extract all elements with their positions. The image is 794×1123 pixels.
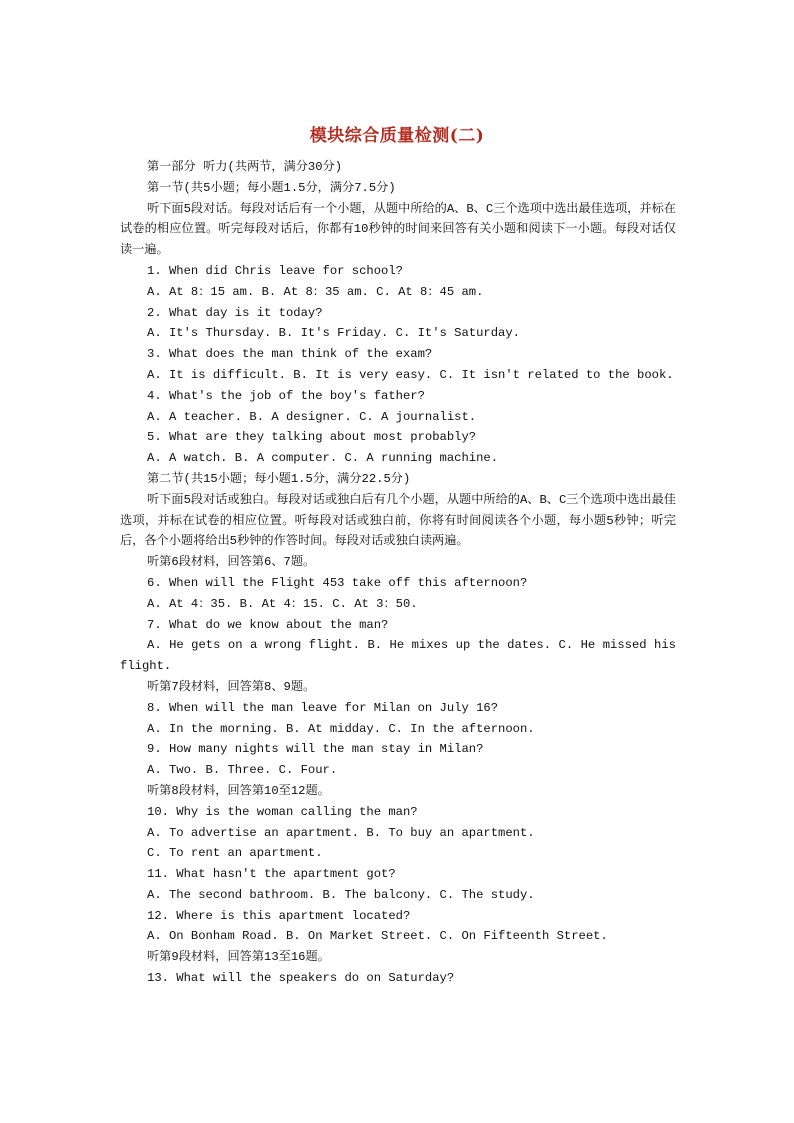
answer-options: A. At 4：35. B. At 4：15. C. At 3：50. — [147, 596, 418, 611]
question-text: 4. What's the job of the boy's father? — [147, 388, 425, 403]
section-instructions: 听下面5段对话或独白。每段对话或独白后有几个小题，从题中所给的A、B、C三个选项中选出最佳选项，并标在试卷的相应位置。听每段对话或独白前，你将有时间阅读各个小题，每小题5秒钟；听完后，各个小题将给出5秒钟的作答时间。每段对话或独白读两遍。 — [120, 492, 676, 549]
answer-options: A. The second bathroom. B. The balcony. C. The study. — [147, 887, 535, 902]
question-text: 8. When will the man leave for Milan on July 16? — [147, 700, 499, 715]
question-text: 5. What are they talking about most probably? — [147, 430, 477, 445]
answer-options: A. Two. B. Three. C. Four. — [147, 763, 338, 778]
material-note: 听第8段材料，回答第10至12题。 — [147, 783, 330, 798]
question-text: 2. What day is it today? — [147, 305, 323, 320]
question-text: 1. When did Chris leave for school? — [147, 263, 403, 278]
section-instructions: 听下面5段对话。每段对话后有一个小题，从题中所给的A、B、C三个选项中选出最佳选项，并标在试卷的相应位置。听完每段对话后，你都有10秒钟的时间来回答有关小题和阅读下一小题。每段对话仅读一遍。 — [120, 201, 676, 258]
question-text: 9. How many nights will the man stay in Milan? — [147, 742, 484, 757]
answer-options: A. A teacher. B. A designer. C. A journalist. — [147, 409, 477, 424]
answer-options: A. To advertise an apartment. B. To buy an apartment. — [147, 825, 535, 840]
question-text: 7. What do we know about the man? — [147, 617, 389, 632]
material-note: 听第6段材料，回答第6、7题。 — [147, 555, 316, 570]
section-heading: 第一节(共5小题；每小题1.5分，满分7.5分) — [147, 180, 396, 195]
question-text: 6. When will the Flight 453 take off this afternoon? — [147, 575, 528, 590]
document-body — [120, 157, 676, 989]
answer-options: A. A watch. B. A computer. C. A running machine. — [147, 451, 499, 466]
answer-options: A. He gets on a wrong flight. B. He mixes up the dates. C. He missed his flight. — [120, 638, 676, 674]
question-text: 10. Why is the woman calling the man? — [147, 804, 418, 819]
answer-options: A. At 8：15 am. B. At 8：35 am. C. At 8：45 am. — [147, 284, 484, 299]
part-heading: 第一部分 听力(共两节，满分30分) — [147, 160, 343, 174]
question-text: 12. Where is this apartment located? — [147, 908, 411, 923]
page-title: 模块综合质量检测(二) — [309, 126, 485, 146]
question-text: 3. What does the man think of the exam? — [147, 347, 433, 362]
section-heading: 第二节(共15小题；每小题1.5分，满分22.5分) — [147, 471, 411, 486]
answer-options: A. It's Thursday. B. It's Friday. C. It's Saturday. — [147, 326, 520, 341]
material-note: 听第7段材料，回答第8、9题。 — [147, 679, 316, 694]
answer-options: C. To rent an apartment. — [147, 846, 323, 861]
material-note: 听第9段材料，回答第13至16题。 — [147, 950, 330, 965]
question-text: 11. What hasn't the apartment got? — [147, 867, 396, 882]
answer-options: A. On Bonham Road. B. On Market Street. C. On Fifteenth Street. — [147, 929, 608, 944]
question-text: 13. What will the speakers do on Saturday? — [147, 971, 455, 986]
answer-options: A. In the morning. B. At midday. C. In the afternoon. — [147, 721, 535, 736]
answer-options: A. It is difficult. B. It is very easy. C. It isn't related to the book. — [147, 367, 674, 382]
